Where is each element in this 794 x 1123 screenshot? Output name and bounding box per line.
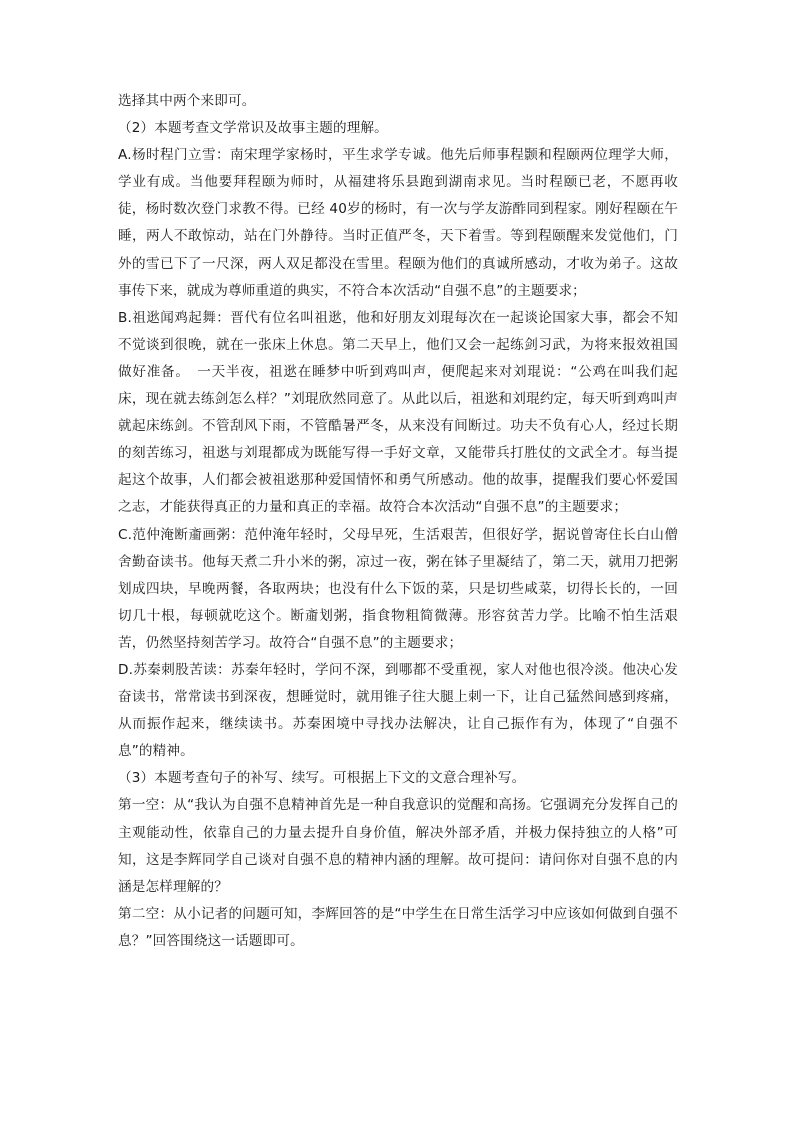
document-page [118, 88, 678, 955]
paragraph-option-c: C.范仲淹断齑画粥：范仲淹年轻时，父母早死，生活艰苦，但很好学，据说曾寄住长白山僧舍勤奋读书。他每天煮二升小米的粥，凉过一夜，粥在钵子里凝结了，第二天，就用刀把粥划成四块，早晚两餐，各取两块；也没有什么下饭的菜，只是切些咸菜，切得长长的，一回切几十根，每顿就吃这个。断齑划粥，指食物粗简微薄。形容贫苦力学。比喻不怕生活艰苦，仍然坚持刻苦学习。故符合“自强不息”的主题要求； [118, 526, 678, 651]
paragraph-option-b: B.祖逖闻鸡起舞：晋代有位名叫祖逖，他和好朋友刘琨每次在一起谈论国家大事，都会不知不觉谈到很晚，就在一张床上休息。第二天早上，他们又会一起练剑习武，为将来报效祖国做好准备。 一天半夜，祖逖在睡梦中听到鸡叫声，便爬起来对刘琨说：“公鸡在叫我们起床，现在就去练剑怎么样？”刘琨欣然同意了。从此以后，祖逖和刘琨约定，每天听到鸡叫声就起床练剑。不管刮风下雨，不管酷暑严冬，从来没有间断过。功夫不负有心人，经过长期的刻苦练习，祖逖与刘琨都成为既能写得一手好文章，又能带兵打胜仗的文武全才。每当提起这个故事，人们都会被祖逖那种爱国情怀和勇气所感动。他的故事，提醒我们要心怀爱国之志，才能获得真正的力量和真正的幸福。故符合本次活动“自强不息”的主题要求； [118, 309, 678, 516]
paragraph-q3-heading: （3）本题考查句子的补写、续写。可根据上下文的文意合理补写。 [118, 770, 526, 787]
paragraph-option-d: D.苏秦刺股苦读：苏秦年轻时，学问不深，到哪都不受重视，家人对他也很冷淡。他决心发奋读书，常常读书到深夜，想睡觉时，就用锥子往大腿上刺一下，让自己猛然间感到疼痛，从而振作起来，继续读书。苏秦困境中寻找办法解决，让自己振作有为，体现了“自强不息”的精神。 [118, 661, 678, 760]
paragraph-option-a: A.杨时程门立雪：南宋理学家杨时，平生求学专诚。他先后师事程颢和程颐两位理学大师，学业有成。当他要拜程颐为师时，从福建将乐县跑到湖南求见。当时程颐已老，不愿再收徒，杨时数次登门求教不得。已经 40岁的杨时，有一次与学友游酢同到程家。刚好程颐在午睡，两人不敢惊动，站在门外静待。当时正值严冬，天下着雪。等到程颐醒来发觉他们，门外的雪已下了一尺深，两人双足都没在雪里。程颐为他们的真诚所感动，才收为弟子。这故事传下来，就成为尊师重道的典实，不符合本次活动“自强不息”的主题要求； [118, 147, 678, 299]
paragraph-q2-heading: （2）本题考查文学常识及故事主题的理解。 [118, 120, 388, 137]
paragraph-intro: 选择其中两个来即可。 [118, 93, 256, 109]
paragraph-blank-two: 第二空：从小记者的问题可知，李辉回答的是“中学生在日常生活学习中应该如何做到自强不息？”回答围绕这一话题即可。 [118, 905, 678, 949]
paragraph-blank-one: 第一空：从“我认为自强不息精神首先是一种自我意识的觉醒和高扬。它强调充分发挥自己的主观能动性，依靠自己的力量去提升自身价值，解决外部矛盾，并极力保持独立的人格”可知，这是李辉同学自己谈对自强不息的精神内涵的理解。故可提问：请问你对自强不息的内涵是怎样理解的？ [118, 797, 678, 895]
